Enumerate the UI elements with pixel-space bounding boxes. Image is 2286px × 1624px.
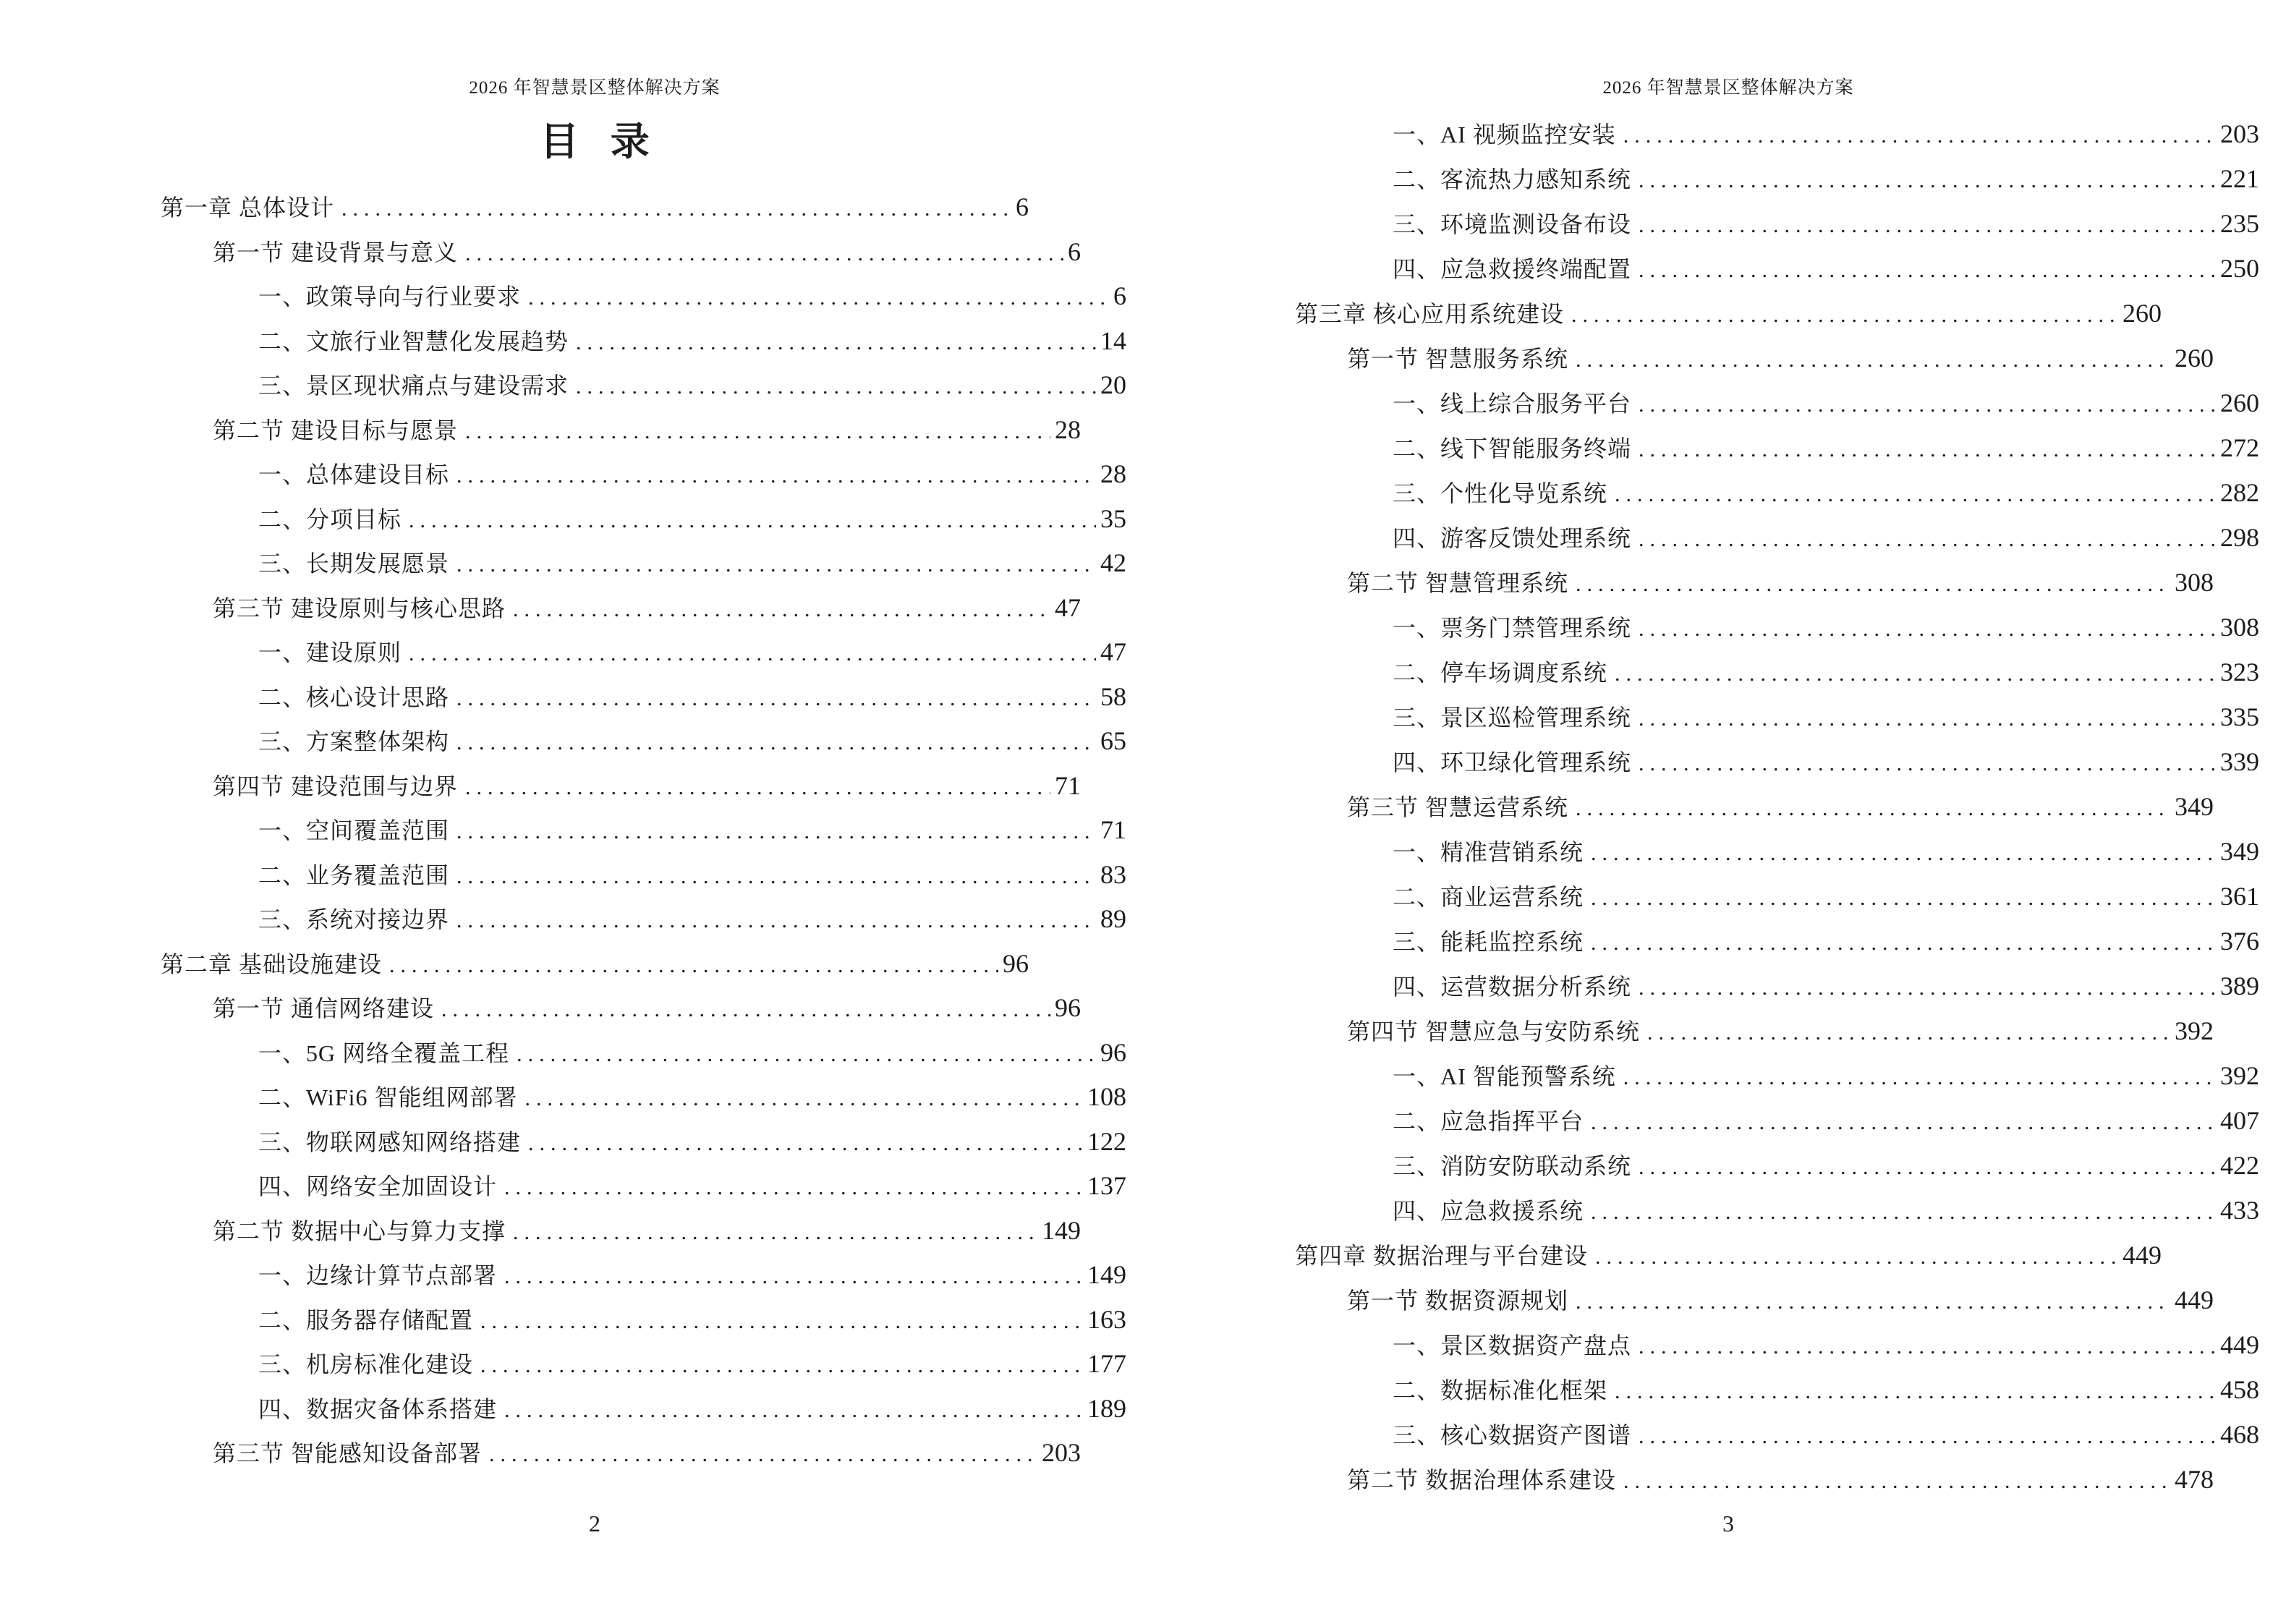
toc-entry-page: 339	[2220, 747, 2259, 776]
toc-entry[interactable]	[161, 1342, 1126, 1387]
toc-entry-page: 28	[1055, 414, 1081, 444]
toc-entry-label: 第三节 智慧运营系统	[1347, 794, 1569, 820]
dot-leader	[456, 898, 1096, 943]
toc-entry-label: 三、消防安防联动系统	[1393, 1153, 1632, 1179]
toc-entry-label: 四、运营数据分析系统	[1393, 974, 1632, 1000]
toc-entry-label: 二、客流热力感知系统	[1393, 166, 1632, 192]
dot-leader	[1639, 517, 2216, 562]
toc-entry-label: 第一章 总体设计	[161, 195, 335, 221]
toc-entry-page: 96	[1003, 948, 1029, 978]
toc-entry-label: 四、应急救援系统	[1393, 1198, 1584, 1224]
dot-leader	[1639, 383, 2216, 428]
dot-leader	[504, 1388, 1083, 1433]
toc-entry[interactable]	[1295, 1188, 2259, 1233]
toc-entry[interactable]	[161, 853, 1126, 898]
toc-entry-page: 260	[2175, 344, 2214, 373]
toc-entry[interactable]	[161, 586, 1081, 631]
toc-entry-label: 三、核心数据资产图谱	[1393, 1422, 1632, 1448]
toc-entry-label: 第二节 智慧管理系统	[1347, 570, 1569, 596]
document-header: 2026 年智慧景区整体解决方案	[1602, 78, 1854, 98]
toc-entry-page: 20	[1100, 370, 1126, 399]
dot-leader	[1615, 472, 2216, 517]
toc-entry[interactable]	[1295, 246, 2259, 291]
toc-entry[interactable]	[161, 630, 1126, 675]
toc-entry-page: 468	[2220, 1420, 2259, 1449]
toc-entry-page: 203	[1042, 1438, 1081, 1467]
toc-entry-label: 一、AI 视频监控安装	[1393, 122, 1616, 148]
toc-entry[interactable]	[161, 942, 1029, 987]
toc-entry-label: 一、政策导向与行业要求	[258, 284, 522, 310]
toc-entry-page: 96	[1100, 1037, 1126, 1067]
dot-leader	[1623, 114, 2216, 158]
toc-entry-label: 第三节 智能感知设备部署	[213, 1440, 483, 1466]
toc-entry-label: 二、线下智能服务终端	[1393, 435, 1632, 462]
toc-entry[interactable]	[1295, 1143, 2259, 1188]
toc-entry[interactable]	[1295, 1098, 2259, 1143]
toc-entry-page: 58	[1100, 681, 1126, 711]
toc-entry[interactable]	[161, 452, 1126, 497]
toc-entry-label: 第二节 数据中心与算力支撑	[213, 1217, 506, 1244]
toc-entry[interactable]	[161, 1164, 1126, 1209]
toc-entry[interactable]	[1295, 694, 2259, 739]
toc-entry-page: 42	[1100, 548, 1126, 577]
toc-entry[interactable]	[1295, 201, 2259, 246]
dot-leader	[1639, 203, 2216, 248]
toc-entry[interactable]	[161, 1431, 1081, 1476]
dot-leader	[341, 187, 1011, 231]
dot-leader	[456, 809, 1096, 854]
toc-entry-page: 83	[1100, 859, 1126, 889]
toc-entry-label: 三、能耗监控系统	[1393, 929, 1584, 955]
toc-entry[interactable]	[1295, 964, 2259, 1008]
toc-entry[interactable]	[1295, 605, 2259, 650]
toc-entry-page: 137	[1087, 1171, 1126, 1200]
toc-entry-label: 二、文旅行业智慧化发展趋势	[258, 328, 569, 354]
toc-entry-label: 一、票务门禁管理系统	[1393, 615, 1632, 641]
toc-entry-label: 二、核心设计思路	[258, 684, 450, 710]
toc-entry-label: 第一节 数据资源规划	[1347, 1288, 1569, 1314]
dot-leader	[1591, 1190, 2216, 1235]
toc-entry[interactable]	[1295, 829, 2259, 874]
toc-entry[interactable]	[161, 808, 1126, 853]
toc-entry-label: 三、长期发展愿景	[258, 550, 450, 577]
toc-entry-label: 三、方案整体架构	[258, 728, 450, 754]
toc-entry-label: 一、总体建设目标	[258, 462, 450, 488]
dot-leader	[525, 1076, 1083, 1121]
dot-leader	[465, 765, 1050, 810]
toc-entry-page: 308	[2175, 568, 2214, 597]
toc-entry-page: 392	[2175, 1016, 2214, 1045]
dot-leader	[528, 276, 1109, 320]
toc-entry-page: 349	[2175, 792, 2214, 821]
dot-leader	[1615, 1369, 2216, 1414]
dot-leader	[409, 632, 1096, 676]
toc-entry[interactable]	[1295, 111, 2259, 156]
toc-entry-label: 四、数据灾备体系搭建	[258, 1395, 498, 1422]
dot-leader	[465, 231, 1063, 276]
dot-leader	[1639, 428, 2216, 472]
toc-entry-page: 298	[2220, 523, 2259, 552]
toc-entry-page: 323	[2220, 658, 2259, 686]
dot-leader	[1639, 158, 2216, 203]
toc-entry-label: 一、建设原则	[258, 639, 402, 666]
toc-entry-page: 65	[1100, 726, 1126, 755]
toc-entries-right	[1295, 111, 2259, 1502]
dot-leader	[1591, 1100, 2216, 1145]
toc-entry-page: 235	[2220, 209, 2259, 238]
toc-entry[interactable]	[161, 1387, 1126, 1432]
toc-entry[interactable]	[1295, 1322, 2259, 1367]
toc-entry-label: 一、5G 网络全覆盖工程	[258, 1040, 510, 1066]
toc-entry[interactable]	[1295, 291, 2162, 336]
toc-entry-page: 6	[1016, 192, 1029, 221]
toc-entry-page: 361	[2220, 882, 2259, 911]
toc-entry-label: 四、游客反馈处理系统	[1393, 525, 1632, 551]
toc-entry-label: 三、环境监测设备布设	[1393, 211, 1632, 237]
toc-entry-page: 149	[1087, 1260, 1126, 1289]
dot-leader	[1639, 1145, 2216, 1190]
dot-leader	[456, 676, 1096, 721]
toc-entry[interactable]	[161, 764, 1081, 809]
toc-entry[interactable]	[1295, 1367, 2259, 1412]
dot-leader	[456, 720, 1096, 765]
toc-entry[interactable]	[1295, 919, 2259, 964]
toc-entry-label: 一、精准营销系统	[1393, 839, 1584, 865]
toc-entry-label: 四、网络安全加固设计	[258, 1173, 498, 1199]
toc-entry-label: 第四节 建设范围与边界	[213, 773, 459, 799]
toc-entry[interactable]	[161, 230, 1081, 275]
toc-entry-label: 四、应急救援终端配置	[1393, 256, 1632, 282]
dot-leader	[1623, 1055, 2216, 1100]
toc-entry[interactable]	[1295, 1412, 2259, 1457]
dot-leader	[480, 1299, 1083, 1344]
toc-entry[interactable]	[1295, 1233, 2162, 1277]
toc-entry[interactable]	[161, 1209, 1081, 1254]
toc-entry-page: 122	[1087, 1126, 1126, 1156]
page-3	[1143, 0, 2286, 1624]
toc-entry-page: 108	[1087, 1082, 1126, 1111]
toc-entries-left	[161, 185, 1126, 1476]
toc-entry-page: 96	[1055, 993, 1081, 1022]
toc-entry-page: 28	[1100, 459, 1126, 488]
dot-leader	[456, 543, 1096, 587]
toc-entry-page: 449	[2220, 1330, 2259, 1359]
toc-entry-label: 三、物联网感知网络搭建	[258, 1128, 522, 1155]
toc-entry-label: 第二节 数据治理体系建设	[1347, 1467, 1617, 1493]
toc-entry[interactable]	[1295, 560, 2214, 605]
page-number-right: 3	[1722, 1510, 1734, 1536]
toc-entry[interactable]	[161, 497, 1126, 542]
toc-entry-label: 二、数据标准化框架	[1393, 1377, 1608, 1403]
toc-entry-label: 第四节 智慧应急与安防系统	[1347, 1019, 1641, 1045]
toc-entry-page: 422	[2220, 1151, 2259, 1180]
toc-entry[interactable]	[161, 986, 1081, 1031]
toc-entry-page: 449	[2175, 1285, 2214, 1314]
dot-leader	[1576, 562, 2170, 607]
dot-leader	[1639, 248, 2216, 293]
toc-entry-page: 282	[2220, 478, 2259, 507]
toc-entry-label: 第一节 建设背景与意义	[213, 239, 459, 265]
toc-entry-label: 第二节 建设目标与愿景	[213, 417, 459, 443]
toc-entry-page: 177	[1087, 1349, 1126, 1378]
dot-leader	[1576, 338, 2170, 383]
dot-leader	[480, 1343, 1083, 1388]
toc-entry-page: 392	[2220, 1061, 2259, 1090]
toc-entry[interactable]	[1295, 336, 2214, 381]
page-3-column	[1295, 0, 2259, 1624]
toc-entry[interactable]	[1295, 381, 2259, 425]
toc-entry-page: 14	[1100, 326, 1126, 355]
toc-entry-label: 二、商业运营系统	[1393, 884, 1584, 910]
dot-leader	[1639, 607, 2216, 652]
toc-entry-label: 三、景区现状痛点与建设需求	[258, 373, 569, 399]
toc-entry-page: 149	[1042, 1215, 1081, 1245]
dot-leader	[1639, 1325, 2216, 1369]
toc-entry[interactable]	[1295, 470, 2259, 515]
dot-leader	[441, 987, 1050, 1032]
toc-entry-label: 二、应急指挥平台	[1393, 1108, 1584, 1134]
toc-entry-page: 221	[2220, 164, 2259, 193]
toc-entry[interactable]	[1295, 1053, 2259, 1098]
toc-entry-page: 71	[1055, 770, 1081, 800]
toc-entry-page: 163	[1087, 1304, 1126, 1334]
toc-entry-page: 260	[2220, 388, 2259, 417]
toc-entry-label: 一、景区数据资产盘点	[1393, 1332, 1632, 1359]
toc-entry-label: 一、空间覆盖范围	[258, 817, 450, 843]
dot-leader	[517, 1032, 1096, 1077]
dot-leader	[504, 1165, 1083, 1210]
dot-leader	[528, 1121, 1083, 1166]
toc-entry[interactable]	[1295, 156, 2259, 201]
toc-entry-label: 三、景区巡检管理系统	[1393, 705, 1632, 731]
toc-entry[interactable]	[1295, 425, 2259, 470]
toc-entry-page: 6	[1068, 237, 1081, 266]
toc-entry[interactable]	[161, 1253, 1126, 1298]
toc-entry-page: 349	[2220, 837, 2259, 866]
toc-entry-page: 47	[1055, 592, 1081, 622]
toc-entry-label: 一、线上综合服务平台	[1393, 391, 1632, 417]
toc-entry[interactable]	[161, 363, 1126, 408]
toc-entry[interactable]	[1295, 874, 2259, 919]
dot-leader	[576, 365, 1096, 409]
dot-leader	[513, 587, 1050, 632]
toc-entry[interactable]	[161, 1120, 1126, 1165]
toc-entry-label: 二、业务覆盖范围	[258, 862, 450, 888]
toc-entry-label: 一、边缘计算节点部署	[258, 1262, 498, 1288]
toc-entry-label: 三、机房标准化建设	[258, 1351, 474, 1377]
dot-leader	[1576, 1280, 2170, 1325]
toc-entry-page: 335	[2220, 702, 2259, 731]
toc-entry-page: 433	[2220, 1196, 2259, 1225]
toc-entry-label: 二、停车场调度系统	[1393, 660, 1608, 686]
toc-entry-page: 89	[1100, 904, 1126, 933]
dot-leader	[1639, 966, 2216, 1011]
toc-entry[interactable]	[161, 274, 1126, 319]
toc-entry-page: 189	[1087, 1393, 1126, 1423]
toc-entry-page: 6	[1113, 281, 1126, 310]
toc-entry-label: 第三章 核心应用系统建设	[1295, 301, 1565, 327]
dot-leader	[576, 320, 1096, 365]
toc-entry-label: 第三节 建设原则与核心思路	[213, 595, 506, 621]
toc-entry-label: 一、AI 智能预警系统	[1393, 1063, 1616, 1089]
toc-entry-label: 第四章 数据治理与平台建设	[1295, 1243, 1589, 1269]
page-number-left: 2	[589, 1510, 600, 1536]
toc-title: 目 录	[540, 120, 650, 163]
toc-entry[interactable]	[161, 1298, 1126, 1343]
dot-leader	[1623, 1459, 2170, 1504]
toc-entry-page: 272	[2220, 433, 2259, 462]
toc-entry-label: 第二章 基础设施建设	[161, 951, 383, 977]
toc-entry[interactable]	[1295, 784, 2214, 829]
dot-leader	[1639, 697, 2216, 741]
toc-entry[interactable]	[1295, 515, 2259, 560]
toc-entry-page: 389	[2220, 972, 2259, 1000]
toc-entry-label: 第一节 智慧服务系统	[1347, 346, 1569, 372]
toc-entry[interactable]	[161, 1075, 1126, 1120]
toc-entry[interactable]	[161, 319, 1126, 364]
dot-leader	[1595, 1235, 2118, 1280]
toc-entry-label: 二、WiFi6 智能组网部署	[258, 1084, 518, 1110]
toc-entry[interactable]	[161, 719, 1126, 764]
dot-leader	[1576, 786, 2170, 831]
dot-leader	[456, 854, 1096, 899]
toc-entry-label: 三、个性化导览系统	[1393, 480, 1608, 506]
toc-entry-page: 308	[2220, 613, 2259, 642]
dot-leader	[1591, 831, 2216, 876]
dot-leader	[1647, 1011, 2170, 1055]
toc-entry-page: 458	[2220, 1375, 2259, 1404]
toc-entry[interactable]	[1295, 1277, 2214, 1322]
toc-entry[interactable]	[1295, 1457, 2214, 1502]
dot-leader	[409, 498, 1096, 543]
toc-entry-page: 376	[2220, 927, 2259, 956]
toc-entry-page: 260	[2123, 299, 2162, 328]
dot-leader	[513, 1210, 1037, 1255]
toc-entry-page: 478	[2175, 1465, 2214, 1494]
dot-leader	[1615, 652, 2216, 697]
toc-entry[interactable]	[161, 408, 1081, 453]
dot-leader	[465, 409, 1050, 454]
toc-entry-page: 47	[1100, 637, 1126, 666]
toc-entry[interactable]	[161, 541, 1126, 586]
toc-entry-label: 三、系统对接边界	[258, 906, 450, 932]
toc-entry-label: 四、环卫绿化管理系统	[1393, 749, 1632, 775]
toc-entry-page: 449	[2123, 1241, 2162, 1270]
toc-entry-page: 71	[1100, 815, 1126, 844]
dot-leader	[504, 1254, 1083, 1299]
page-2-column	[161, 0, 1126, 1624]
document-header: 2026 年智慧景区整体解决方案	[469, 78, 721, 98]
toc-entry-label: 二、分项目标	[258, 506, 402, 532]
dot-leader	[1571, 293, 2118, 338]
toc-entry-label: 二、服务器存储配置	[258, 1306, 474, 1333]
toc-entry[interactable]	[161, 897, 1126, 942]
toc-entry-label: 第一节 通信网络建设	[213, 995, 435, 1021]
toc-entry[interactable]	[1295, 650, 2259, 694]
dot-leader	[489, 1432, 1037, 1477]
dot-leader	[456, 454, 1096, 498]
dot-leader	[1591, 876, 2216, 921]
dot-leader	[1639, 741, 2216, 786]
toc-entry-page: 35	[1100, 503, 1126, 533]
toc-entry[interactable]	[161, 185, 1029, 230]
dot-leader	[1639, 1414, 2216, 1459]
toc-entry[interactable]	[1295, 1008, 2214, 1053]
toc-entry[interactable]	[161, 675, 1126, 720]
toc-entry-page: 407	[2220, 1106, 2259, 1135]
dot-leader	[389, 943, 998, 988]
dot-leader	[1591, 921, 2216, 966]
toc-entry[interactable]	[161, 1031, 1126, 1076]
toc-entry[interactable]	[1295, 739, 2259, 784]
toc-entry-page: 203	[2220, 119, 2259, 148]
toc-entry-page: 250	[2220, 254, 2259, 283]
